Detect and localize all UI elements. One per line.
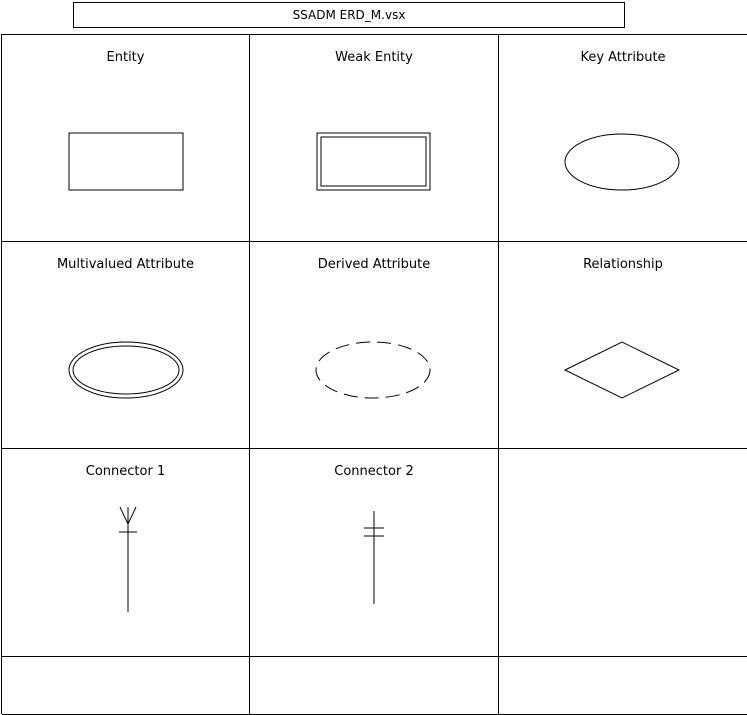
stencil-label: Weak Entity — [335, 50, 413, 65]
weak-entity-double-rectangle-icon — [250, 35, 498, 241]
stencil-title: SSADM ERD_M.vsx — [73, 2, 625, 28]
connector-crowsfoot-icon — [2, 449, 249, 656]
stencil-key-attribute[interactable] — [499, 35, 747, 242]
stencil-empty-slot — [499, 657, 747, 715]
derived-attribute-dashed-ellipse-icon — [250, 242, 498, 448]
stencil-relationship[interactable] — [499, 242, 747, 449]
stencil-label: Key Attribute — [580, 50, 666, 65]
stencil-grid — [1, 34, 747, 714]
stencil-label: Relationship — [583, 257, 663, 272]
stencil-multivalued-attribute[interactable] — [2, 242, 250, 449]
stencil-label: Connector 2 — [334, 464, 414, 479]
stencil-label: Connector 1 — [85, 464, 166, 479]
stencil-derived-attribute[interactable] — [250, 242, 499, 449]
stencil-label: Multivalued Attribute — [56, 257, 195, 272]
relationship-diamond-icon — [499, 242, 747, 448]
stencil-label: Entity — [106, 50, 145, 65]
multivalued-attribute-double-ellipse-icon — [2, 242, 249, 448]
stencil-connector-1[interactable] — [2, 449, 250, 657]
stencil-empty-slot — [499, 449, 747, 657]
stencil-weak-entity[interactable] — [250, 35, 499, 242]
key-attribute-ellipse-icon — [499, 35, 747, 241]
stencil-empty-slot — [2, 657, 250, 715]
entity-rectangle-icon — [2, 35, 249, 241]
stencil-entity[interactable] — [2, 35, 250, 242]
connector-double-bar-icon — [250, 449, 498, 656]
stencil-label: Derived Attribute — [317, 257, 431, 272]
stencil-empty-slot — [250, 657, 499, 715]
stencil-connector-2[interactable] — [250, 449, 499, 657]
